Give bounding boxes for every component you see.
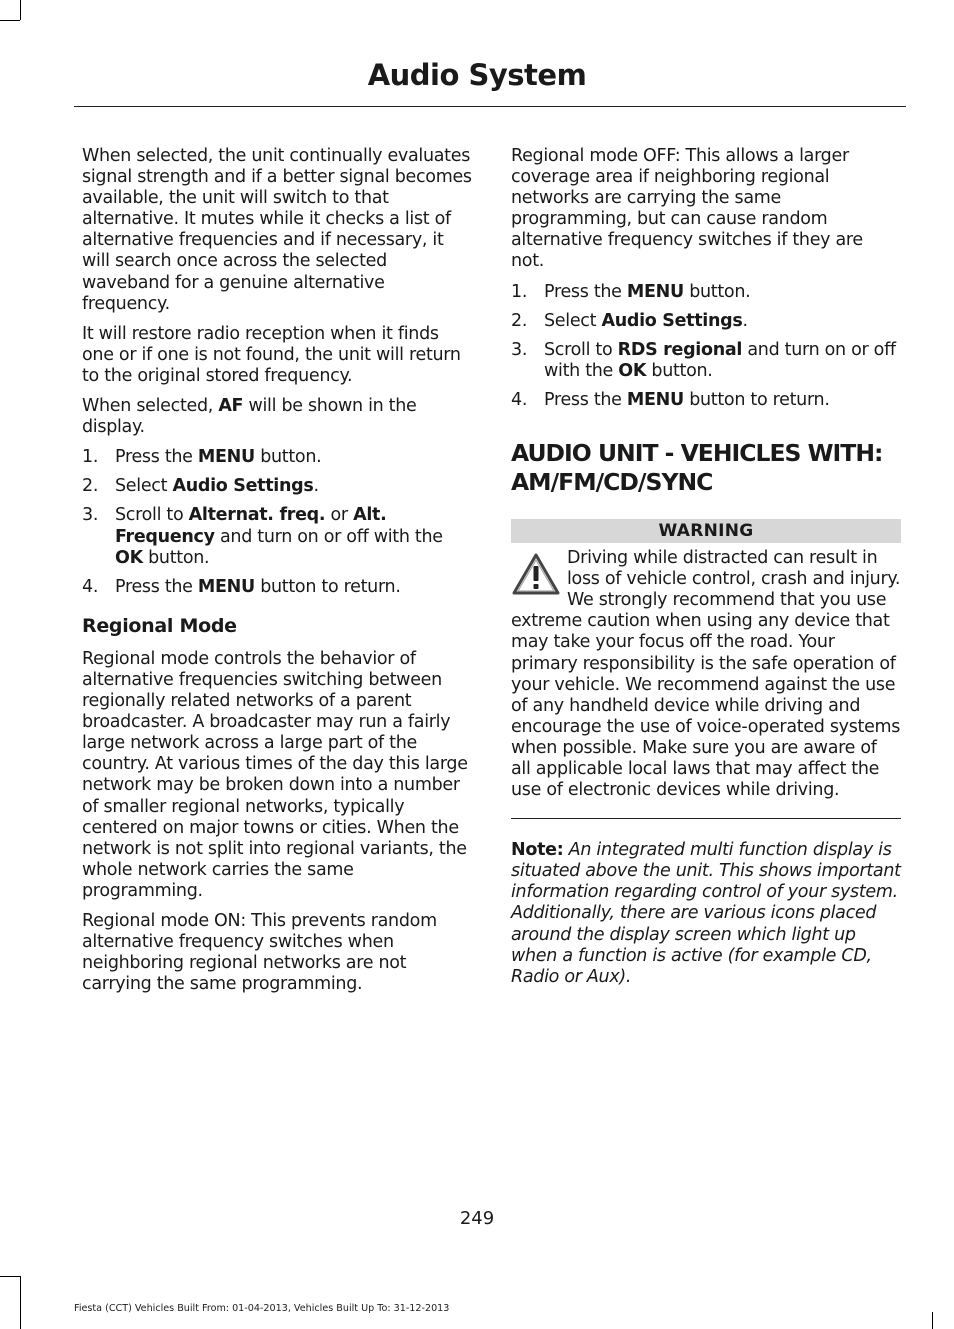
title-divider <box>74 106 906 107</box>
left-column <box>82 146 472 1004</box>
list-item: 3. Scroll to RDS regional and turn on or off with the OK button. <box>511 339 896 381</box>
list-item: 1. Press the MENU button. <box>511 281 751 302</box>
paragraph: When selected, AF will be shown in the display. <box>82 396 417 438</box>
page-number: 249 <box>459 1208 495 1229</box>
steps-list <box>511 282 901 411</box>
warning-divider <box>511 818 901 819</box>
list-item: 3. Scroll to Alternat. freq. or Alt. Frequency and turn on or off with the OK button. <box>82 505 443 568</box>
list-item: 4. Press the MENU button to return. <box>82 576 401 597</box>
crop-mark <box>0 20 20 21</box>
right-column <box>511 146 901 997</box>
crop-mark <box>932 1312 933 1329</box>
note-paragraph: Note: An integrated multi function display is situated above the unit. This shows important information regarding control of your system. Additionally, there are various icons placed around the display screen which light up when a function is active (for example CD, Radio or Aux). <box>511 840 901 987</box>
page-title: Audio System <box>367 58 587 92</box>
warning-banner: WARNING <box>511 519 901 543</box>
list-item: 2. Select Audio Settings. <box>82 476 319 497</box>
paragraph: When selected, the unit continually evaluates signal strength and if a better signal becomes available, the unit will switch to that alternative. It mutes while it checks a list of alternative frequencies and if necessary, it will search once across the selected waveband for a genuine alternative frequency. <box>82 146 472 314</box>
warning-box <box>511 548 901 819</box>
list-item: 2. Select Audio Settings. <box>511 310 748 331</box>
list-item: 4. Press the MENU button to return. <box>511 389 830 410</box>
section-subheading: Regional Mode <box>82 614 237 637</box>
paragraph: Regional mode OFF: This allows a larger coverage area if neighboring regional networks are carrying the same programming, but can cause random alternative frequency switches if they are not. <box>511 146 863 272</box>
paragraph: Regional mode controls the behavior of alternative frequencies switching between regionally related networks of a parent broadcaster. A broadcaster may run a fairly large network across a large part of the country. At various times of the day this large network may be broken down into a number of smaller regional networks, typically centered on major towns or cities. When the network is not split into regional variants, the whole network carries the same programming. <box>82 648 468 901</box>
warning-text: Driving while distracted can result in loss of vehicle control, crash and injury. We strongly recommend that you use extreme caution when using any device that may take your focus off the road. Your primary responsibility is the safe operation of your vehicle. We recommend against the use of any handheld device while driving and encourage the use of voice-operated systems when possible. Make sure you are aware of all applicable local laws that may affect the use of electronic devices while driving. <box>511 548 901 801</box>
crop-mark <box>20 0 21 20</box>
crop-mark <box>0 1276 20 1277</box>
paragraph: Regional mode ON: This prevents random alternative frequency switches when neighboring regional networks are not carrying the same programming. <box>82 911 437 995</box>
footer-text: Fiesta (CCT) Vehicles Built From: 01-04-2013, Vehicles Built Up To: 31-12-2013 <box>74 1303 450 1314</box>
section-heading: AUDIO UNIT - VEHICLES WITH: AM/FM/CD/SYNC <box>511 439 883 497</box>
steps-list <box>82 447 472 598</box>
warning-triangle-icon <box>511 552 561 597</box>
paragraph: It will restore radio reception when it finds one or if one is not found, the unit will return to the original stored frequency. <box>82 323 461 386</box>
list-item: 1. Press the MENU button. <box>82 447 322 468</box>
crop-mark <box>20 1276 21 1329</box>
